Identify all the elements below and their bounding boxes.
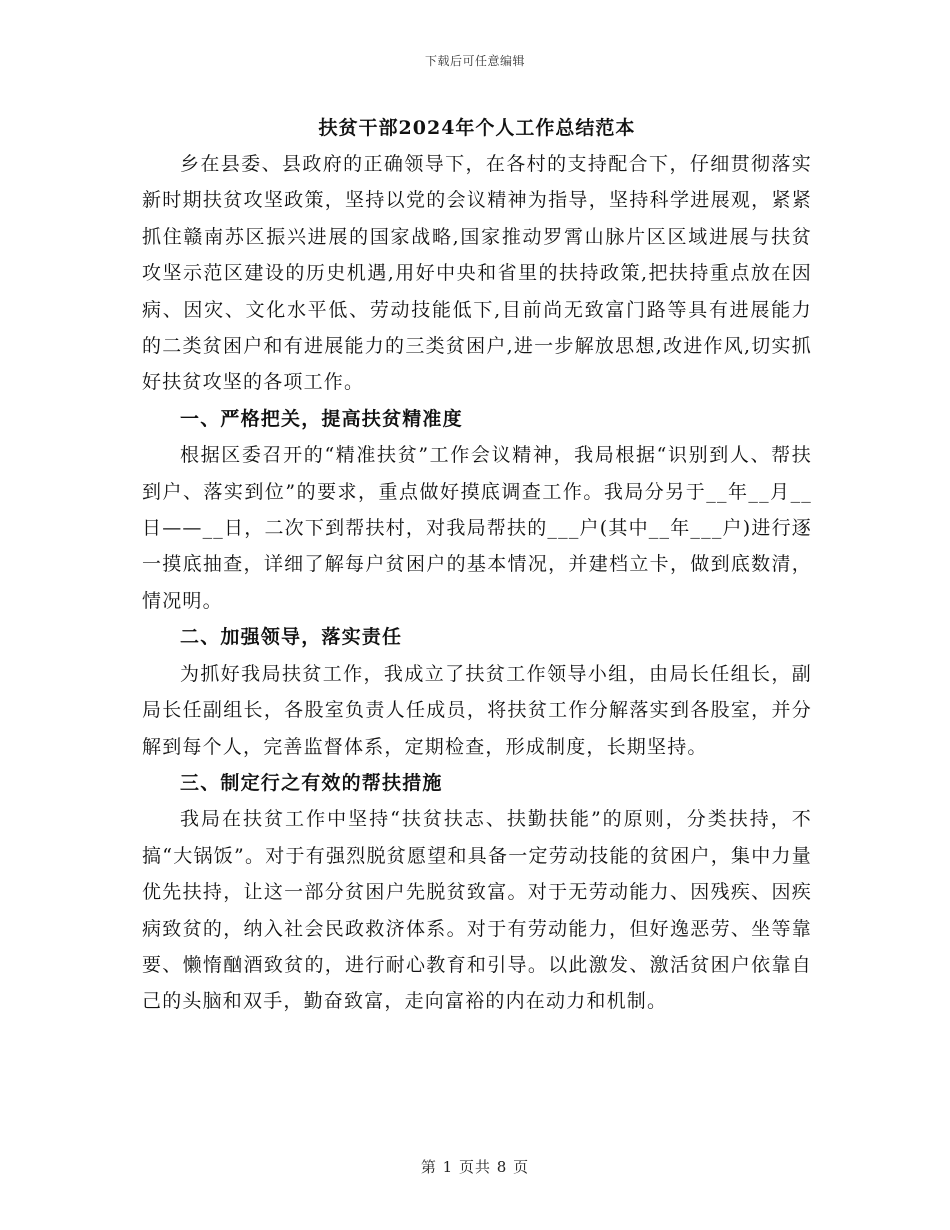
section-body-3: 我局在扶贫工作中坚持“扶贫扶志、扶勤扶能”的原则，分类扶持，不搞“大锅饭”。对于有强烈脱贫愿望和具备一定劳动技能的贫困户，集中力量优先扶持，让这一部分贫困户先脱贫致富。对于无劳动能力、因残疾、因疾病致贫的，纳入社会民政救济体系。对于有劳动能力，但好逸恶劳、坐等靠要、懒惰酗酒致贫的，进行耐心教育和引导。以此激发、激活贫困户依靠自己的头脑和双手，勤奋致富，走向富裕的内在动力和机制。 (142, 808, 812, 1013)
document-title: 扶贫干部2024年个人工作总结范本 (318, 117, 636, 139)
page-number: 第 1 页共 8 页 (420, 1158, 530, 1176)
section-heading-2: 二、加强领导，落实责任 (180, 626, 403, 649)
section-heading-1: 一、严格把关，提高扶贫精准度 (180, 407, 463, 430)
header-note: 下载后可任意编辑 (424, 54, 525, 68)
section-heading-3: 三、制定行之有效的帮扶措施 (180, 771, 443, 794)
document-body (142, 110, 812, 1020)
section-body-1: 根据区委召开的“精准扶贫”工作会议精神，我局根据“识别到人、帮扶到户、落实到位”的要求，重点做好摸底调查工作。我局分另于__年__月__日——__日，二次下到帮扶村，对我局帮扶的___户(其中__年___户)进行逐一摸底抽查，详细了解每户贫困户的基本情况，并建档立卡，做到底数清，情况明。 (142, 444, 812, 612)
intro-paragraph: 乡在县委、县政府的正确领导下，在各村的支持配合下，仔细贯彻落实新时期扶贫攻坚政策，坚持以党的会议精神为指导，坚持科学进展观，紧紧抓住赣南苏区振兴进展的国家战略,国家推动罗霄山脉片区区域进展与扶贫攻坚示范区建设的历史机遇,用好中央和省里的扶持政策,把扶持重点放在因病、因灾、文化水平低、劳动技能低下,目前尚无致富门路等具有进展能力的二类贫困户和有进展能力的三类贫困户,进一步解放思想,改进作风,切实抓好扶贫攻坚的各项工作。 (142, 153, 812, 394)
section-body-2: 为抓好我局扶贫工作，我成立了扶贫工作领导小组，由局长任组长，副局长任副组长，各股室负责人任成员，将扶贫工作分解落实到各股室，并分解到每个人，完善监督体系，定期检查，形成制度，长期坚持。 (142, 662, 812, 758)
